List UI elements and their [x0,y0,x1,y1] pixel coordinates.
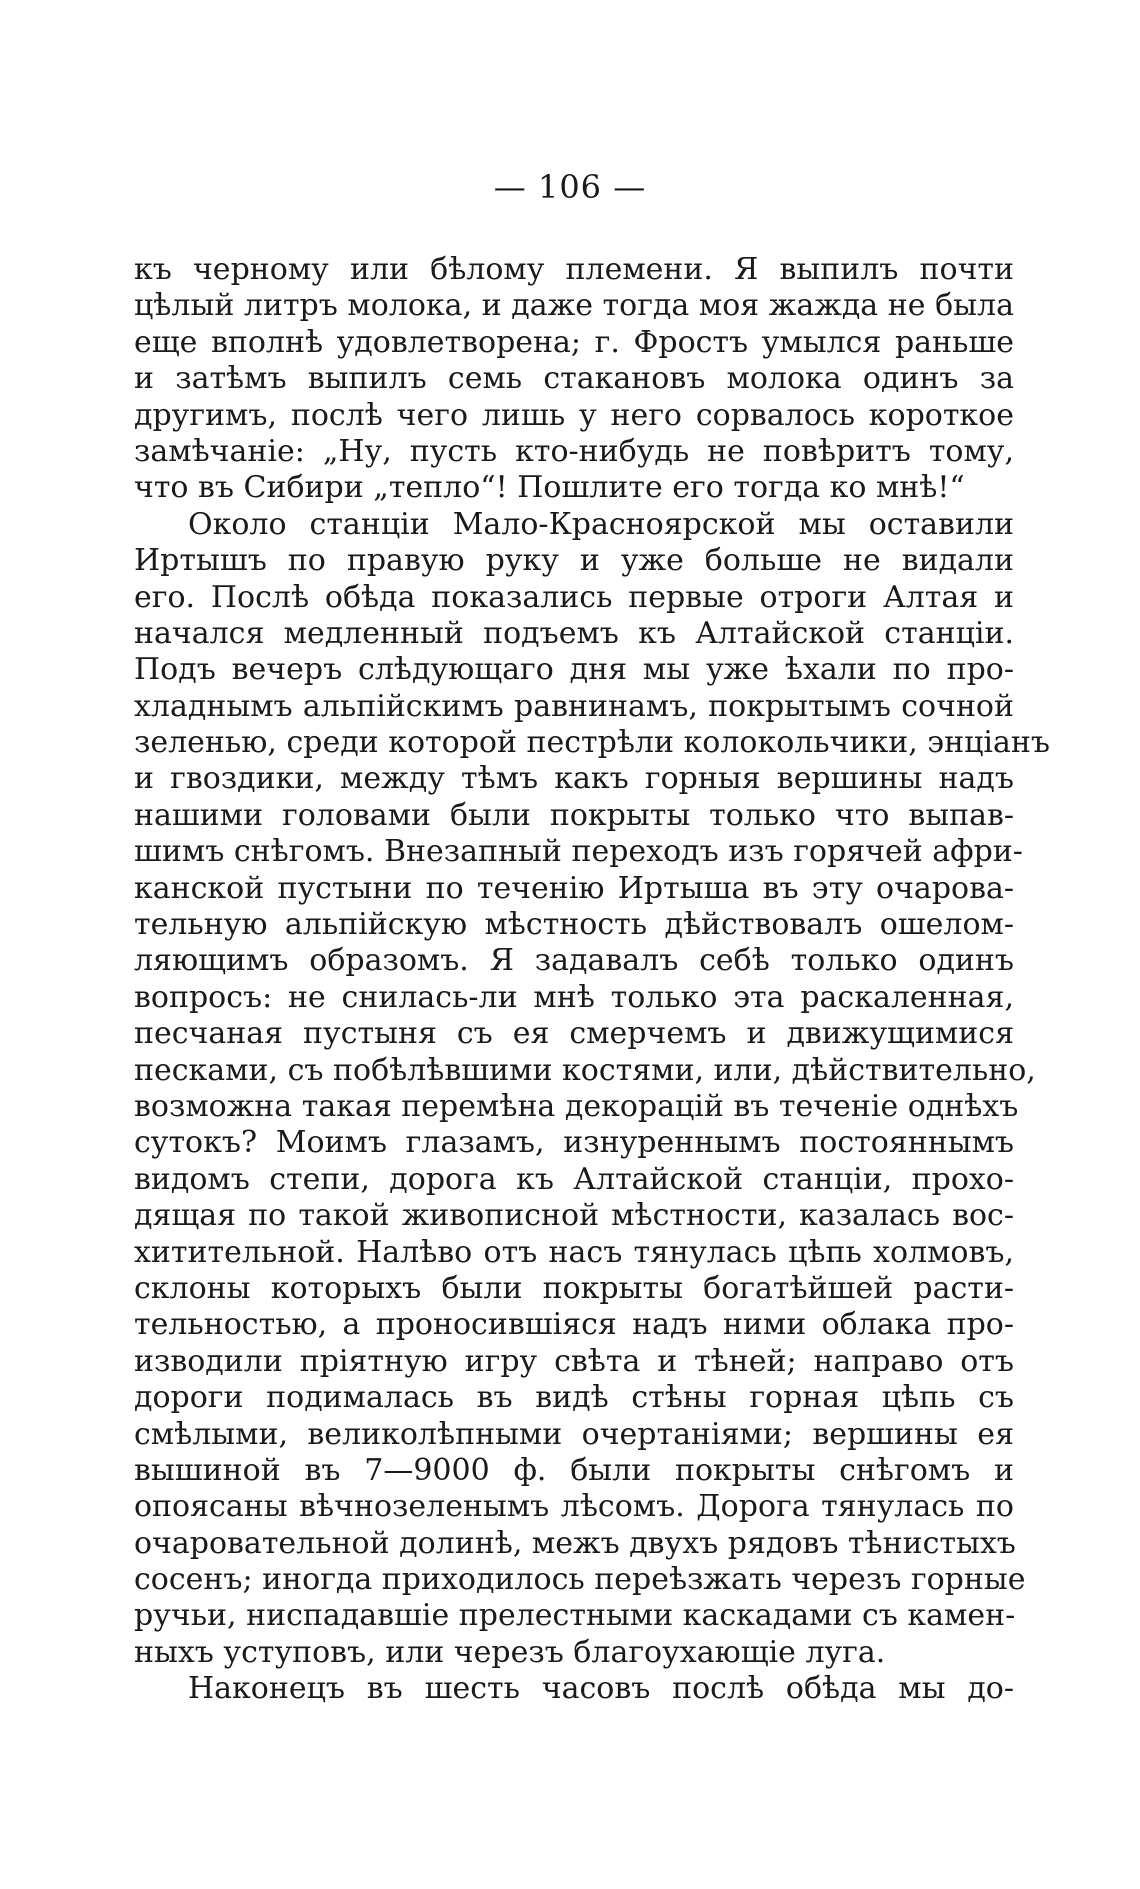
text-line: дящая по такой живописной мѣстности, казалась вос- [134,1198,1014,1234]
text-line: замѣчаніе: „Ну, пусть кто-нибудь не повѣритъ тому, [134,433,1014,469]
text-line: хитительной. Налѣво отъ насъ тянулась цѣпь холмовъ, [134,1234,1014,1270]
text-line: Подъ вечеръ слѣдующаго дня мы уже ѣхали по про- [134,652,1014,688]
text-line: начался медленный подъемъ къ Алтайской станціи. [134,615,1014,651]
text-line: возможна такая перемѣна декорацій въ теченіе однѣхъ [134,1088,1019,1124]
text-line: вопросъ: не снилась-ли мнѣ только эта раскаленная, [134,979,1014,1015]
text-line: цѣлый литръ молока, и даже тогда моя жажда не была [134,288,1014,324]
text-line: сутокъ? Моимъ глазамъ, изнуреннымъ постояннымъ [134,1125,1014,1161]
text-line: песчаная пустыня съ ея смерчемъ и движущимися [134,1016,1014,1052]
text-line: опоясаны вѣчнозеленымъ лѣсомъ. Дорога тянулась по [134,1489,1014,1525]
text-line: канской пустыни по теченію Иртыша въ эту очарова- [134,870,1014,906]
text-line: другимъ, послѣ чего лишь у него сорвалось короткое [134,397,1014,433]
text-line: видомъ степи, дорога къ Алтайской станціи, прохо- [134,1161,1014,1197]
text-line: очаровательной долинѣ, межъ двухъ рядовъ тѣнистыхъ [134,1525,1016,1561]
text-line: дороги подималась въ видѣ стѣны горная цѣпь съ [134,1380,1014,1416]
text-line: Иртышъ по правую руку и уже больше не видали [134,543,1014,579]
body-text [134,252,1050,1708]
text-line: и гвоздики, между тѣмъ какъ горныя вершины надъ [134,761,1014,797]
text-line: шимъ снѣгомъ. Внезапный переходъ изъ горячей афри- [134,834,1023,870]
text-line: ляющимъ образомъ. Я задавалъ себѣ только одинъ [134,943,1014,979]
text-line: тельную альпійскую мѣстность дѣйствовалъ ошелом- [134,907,1014,943]
paragraph-start-line: Наконецъ въ шесть часовъ послѣ обѣда мы до- [188,1671,1014,1707]
text-line: нашими головами были покрыты только что выпав- [134,797,1014,833]
text-line: тельностью, а проносившіяся надъ ними облака про- [134,1307,1014,1343]
text-line: что въ Сибири „тепло“! Пошлите его тогда ко мнѣ!“ [134,470,965,506]
text-line: песками, съ побѣлѣвшими костями, или, дѣйствительно, [134,1052,1036,1088]
text-line: его. Послѣ обѣда показались первые отроги Алтая и [134,579,1014,615]
page-number: — 106 — [493,168,647,206]
text-line: ручьи, ниспадавшіе прелестными каскадами съ камен- [134,1598,1016,1634]
text-line: и затѣмъ выпилъ семь стакановъ молока одинъ за [134,361,1014,397]
paragraph-start-line: Около станціи Мало-Красноярской мы оставили [188,506,1014,542]
text-line: къ черному или бѣлому племени. Я выпилъ почти [134,252,1014,287]
text-line: еще вполнѣ удовлетворена; г. Фростъ умылся раньше [134,324,1014,360]
text-line: зеленью, среди которой пестрѣли колокольчики, энціанъ [134,725,1050,761]
text-line: ныхъ уступовъ, или черезъ благоухающіе луга. [134,1634,886,1670]
text-line: хладнымъ альпійскимъ равнинамъ, покрытымъ сочной [134,688,1014,724]
text-line: вышиной въ 7—9000 ф. были покрыты снѣгомъ и [134,1452,1014,1488]
text-line: смѣлыми, великолѣпными очертаніями; вершины ея [134,1416,1014,1452]
text-line: сосенъ; иногда приходилось переѣзжать черезъ горные [134,1562,1026,1598]
text-line: изводили пріятную игру свѣта и тѣней; направо отъ [134,1343,1014,1379]
text-line: склоны которыхъ были покрыты богатѣйшей расти- [134,1270,1014,1306]
